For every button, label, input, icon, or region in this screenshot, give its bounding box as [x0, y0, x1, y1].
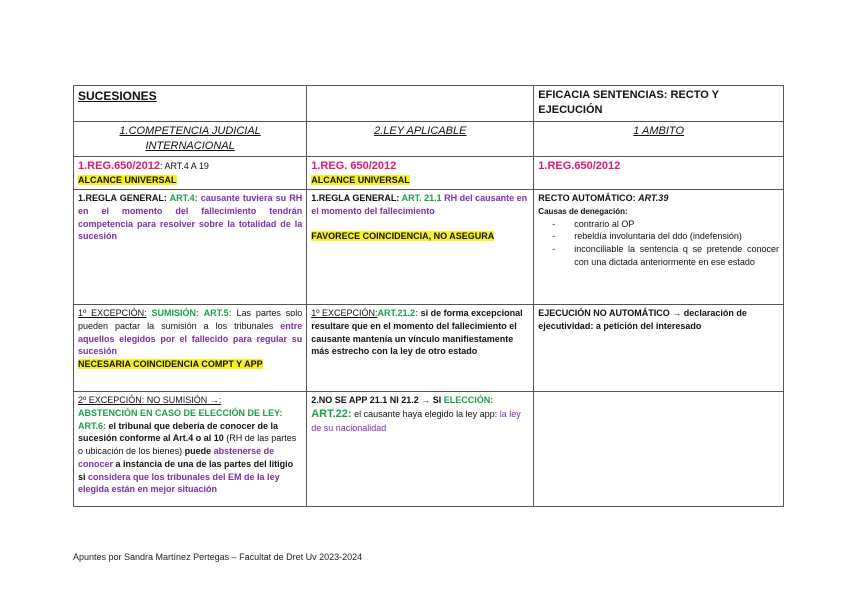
- reg-cell-3: [534, 156, 784, 189]
- eficacia-title-cell: [534, 86, 784, 122]
- reg-label: 1.REG. 650/2012: [311, 159, 397, 172]
- abstencion-text: el tribunal que debería de conocer de la sucesión conforme al Art.4 o al 10: [78, 420, 279, 444]
- rule-lead: 1.REGLA GENERAL:: [311, 193, 402, 204]
- causa-item: - rebeldía involuntaria del ddo (indefensión): [574, 230, 779, 243]
- reg-label: 1.REG.650/2012: [538, 159, 621, 172]
- sumision-purple-text: entre aquellos elegidos por el fallecido para regular su sucesión: [78, 320, 303, 357]
- notes-table: [73, 85, 784, 507]
- subheader-competencia: 1.COMPETENCIA JUDICIAL INTERNACIONAL: [74, 122, 307, 157]
- reg-row: [74, 156, 784, 189]
- alcance-highlight: ALCANCE UNIVERSAL: [78, 175, 177, 186]
- sumision-text: Las partes solo pueden pactar la sumisión a los tribunales: [78, 308, 303, 331]
- subheader-row: [74, 122, 784, 157]
- exception-lead: 1º EXCEPCIÓN:: [78, 308, 147, 319]
- rule-text: RH del causante en el momento del fallecimiento: [311, 193, 528, 216]
- rule-article: ART.4: [169, 193, 195, 204]
- exception-lead: 1º EXCEPCIÓN:: [311, 308, 378, 319]
- subheader-ley-aplicable: 2.LEY APLICABLE: [307, 122, 534, 157]
- rule-lead: 1.REGLA GENERAL:: [78, 193, 170, 204]
- no-se-app-lead: 2.NO SE APP 21.1 NI 21.2 → SI: [311, 395, 444, 406]
- recto-article: ART.39: [638, 193, 669, 204]
- exception-2-lead: 2º EXCEPCIÓN: NO SUMISIÓN →:: [78, 395, 222, 406]
- excepcion-1-cell-2: [307, 305, 534, 392]
- rule-text: : causante tuviera su RH en el momento del fallecimiento tendrán competencia para resolver sobre la totalidad de la sucesión: [78, 193, 303, 242]
- regla-general-cell-2: [307, 190, 534, 305]
- title-eficacia: EFICACIA SENTENCIAS: RECTO Y EJECUCIÓN: [538, 89, 719, 117]
- rule-article: ART. 21.1: [401, 193, 442, 204]
- eleccion-article: ART.22:: [311, 407, 352, 420]
- abstencion-puede: puede: [182, 446, 214, 457]
- title-sucesiones: SUCESIONES: [78, 89, 157, 103]
- regla-general-row: [74, 190, 784, 305]
- causa-item: - contrario al OP: [574, 218, 779, 231]
- eleccion-label: ELECCIÓN:: [443, 395, 494, 406]
- abstenerse-text: abstenerse de conocer: [78, 446, 275, 469]
- causas-label: Causas de denegación:: [538, 206, 628, 216]
- sumision-article: SUMISIÓN: ART.5:: [146, 308, 232, 319]
- necesaria-highlight: NECESARIA COINCIDENCIA COMPT Y APP: [78, 359, 263, 370]
- nacionalidad-text: la ley de su nacionalidad: [311, 408, 521, 434]
- exception-article: ART.21.2:: [377, 308, 419, 319]
- excepcion-1-row: [74, 305, 784, 392]
- empty-cell: [534, 392, 784, 507]
- excepcion-2-cell-2: [307, 392, 534, 507]
- coincidencia-highlight: FAVORECE COINCIDENCIA, NO ASEGURA: [311, 231, 495, 242]
- abstencion-paren: (RH de las partes o ubicación de los bienes): [78, 433, 297, 457]
- abstencion-heading: ABSTENCIÓN EN CASO DE ELECCIÓN DE LEY: ART.6:: [78, 407, 283, 431]
- ejecucion-cell: [534, 305, 784, 392]
- reg-cell-1: [74, 156, 307, 189]
- footer-credit: Apuntes por Sandra Martínez Pertegas – Facultat de Dret Uv 2023-2024: [73, 552, 363, 562]
- excepcion-1-cell-1: [74, 305, 307, 392]
- regla-general-cell-1: [74, 190, 307, 305]
- reg-cell-2: [307, 156, 534, 189]
- alcance-highlight: ALCANCE UNIVERSAL: [311, 175, 410, 186]
- excepcion-2-cell-1: [74, 392, 307, 507]
- empty-header-cell: [307, 86, 534, 122]
- ejecucion-text: EJECUCIÓN NO AUTOMÁTICO → declaración de ejecutividad: a petición del interesado: [538, 308, 747, 331]
- abstencion-instancia: a instancia de una de las partes del litigio si: [78, 458, 294, 482]
- eleccion-text: el causante haya elegido la ley app:: [351, 408, 500, 419]
- recto-automatico-cell: [534, 190, 784, 305]
- reg-articles: : ART.4 A 19: [159, 160, 209, 171]
- title-row: [74, 86, 784, 122]
- causas-list: [538, 218, 779, 269]
- reg-label: 1.REG.650/2012: [78, 159, 160, 172]
- recto-lead: RECTO AUTOMÁTICO:: [538, 193, 639, 204]
- title-cell: [74, 86, 307, 122]
- excepcion-2-row: [74, 392, 784, 507]
- subheader-ambito: 1 AMBITO: [534, 122, 784, 157]
- causa-item: - inconciliable la sentencia q se pretende conocer con una dictada anteriormente en ese estado: [574, 243, 779, 269]
- exception-text: si de forma excepcional resultare que en el momento del fallecimiento el causante mantenía un vínculo manifiestamente más estrecho con la ley de otro estado: [311, 308, 523, 357]
- mejor-situacion-text: considera que los tribunales del EM de la ley elegida están en mejor situación: [78, 471, 280, 495]
